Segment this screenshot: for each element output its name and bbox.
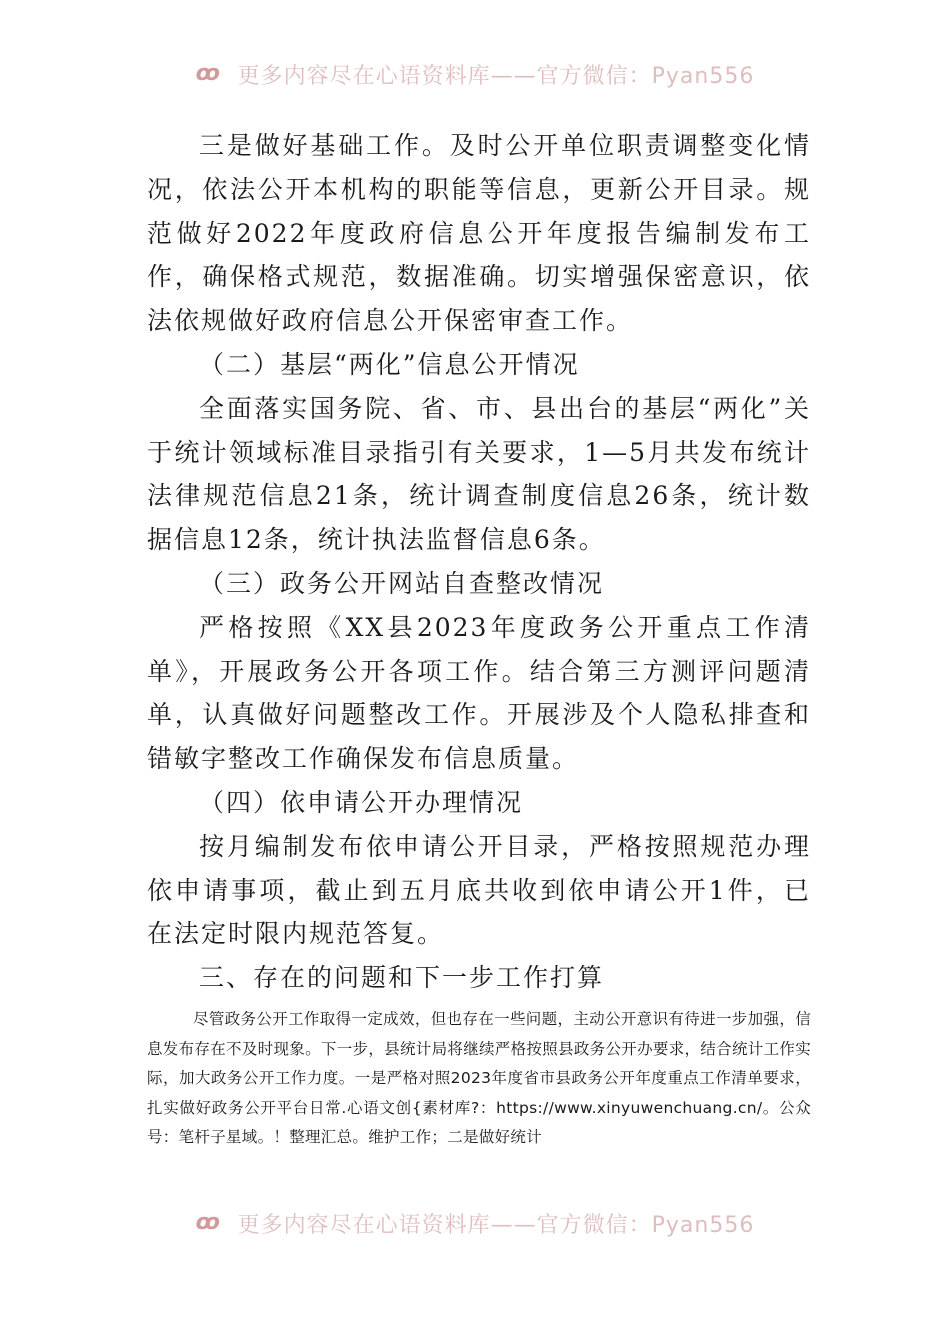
header-watermark [0, 54, 950, 94]
paragraph-problems-next-steps: 尽管政务公开工作取得一定成效，但也存在一些问题，主动公开意识有待进一步加强，信息发布存在不及时现象。下一步，县统计局将继续严格按照县政务公开办要求，结合统计工作实际，加大政务公开工作力度。一是严格对照2023年度省市县政务公开年度重点工作清单要求，扎实做好政务公开平台日常.心语文创{素材库?：https://www.xinyuwenchuang.cn/。公众号：笔杆子星域。！整理汇总。维护工作；二是做好统计 [147, 1010, 811, 1147]
paragraph-application-disclosure: 按月编制发布依申请公开目录，严格按照规范办理依申请事项，截止到五月底共收到依申请公开1件，已在法定时限内规范答复。 [147, 831, 811, 949]
heading-grassroots-disclosure: （二）基层“两化”信息公开情况 [199, 349, 580, 379]
header-watermark-text: 更多内容尽在心语资料库——官方微信：Pyan556 [237, 63, 755, 89]
footer-watermark [0, 1203, 950, 1243]
watermark-logo-icon: ꝏ [195, 61, 221, 86]
footer-watermark-text: 更多内容尽在心语资料库——官方微信：Pyan556 [237, 1212, 755, 1238]
watermark-logo-icon: ꝏ [195, 1210, 221, 1235]
paragraph-website-self-check: 严格按照《XX县2023年度政务公开重点工作清单》，开展政务公开各项工作。结合第三方测评问题清单，认真做好问题整改工作。开展涉及个人隐私排查和错敏字整改工作确保发布信息质量。 [147, 612, 811, 774]
heading-problems-next-steps: 三、存在的问题和下一步工作打算 [199, 963, 605, 993]
document-body [147, 124, 811, 1000]
paragraph-basic-work: 三是做好基础工作。及时公开单位职责调整变化情况，依法公开本机构的职能等信息，更新公开目录。规范做好2022年度政府信息公开年度报告编制发布工作，确保格式规范，数据准确。切实增强保密意识，依法依规做好政府信息公开保密审查工作。 [147, 131, 811, 336]
heading-website-self-check: （三）政务公开网站自查整改情况 [199, 568, 605, 598]
heading-application-disclosure: （四）依申请公开办理情况 [199, 787, 524, 817]
paragraph-grassroots-disclosure: 全面落实国务院、省、市、县出台的基层“两化”关于统计领域标准目录指引有关要求，1—5月共发布统计法律规范信息21条，统计调查制度信息26条，统计数据信息12条，统计执法监督信息6条。 [147, 393, 811, 555]
